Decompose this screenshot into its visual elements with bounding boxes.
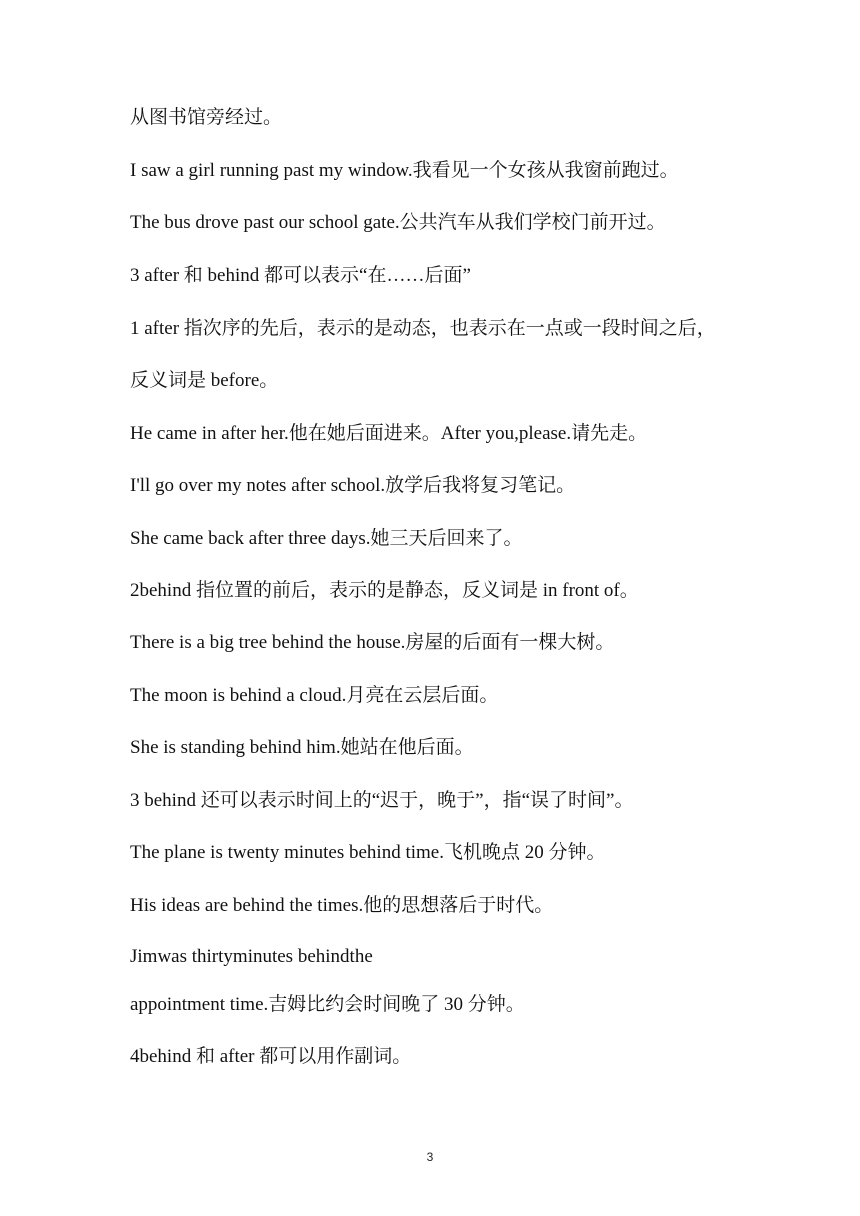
text-line: 反义词是 before。 [130, 370, 279, 391]
text-line: The bus drove past our school gate.公共汽车从我们学校门前开过。 [130, 212, 666, 233]
text-line: appointment time.吉姆比约会时间晚了 30 分钟。 [130, 994, 525, 1015]
text-line: Jimwas thirtyminutes behindthe [130, 946, 373, 967]
text-line: The plane is twenty minutes behind time.飞机晚点 20 分钟。 [130, 842, 606, 863]
text-line: He came in after her.他在她后面进来。After you,please.请先走。 [130, 423, 648, 444]
text-line: She came back after three days.她三天后回来了。 [130, 528, 523, 549]
text-line: I saw a girl running past my window.我看见一个女孩从我窗前跑过。 [130, 160, 679, 181]
text-line: There is a big tree behind the house.房屋的后面有一棵大树。 [130, 632, 615, 653]
text-line: His ideas are behind the times.他的思想落后于时代。 [130, 895, 554, 916]
text-line: 从图书馆旁经过。 [130, 107, 283, 128]
page-number: 3 [426, 1150, 434, 1164]
text-line: I'll go over my notes after school.放学后我将复习笔记。 [130, 475, 576, 496]
text-line: 3 behind 还可以表示时间上的“迟于，晚于”，指“误了时间”。 [130, 790, 634, 811]
text-line: The moon is behind a cloud.月亮在云层后面。 [130, 685, 499, 706]
text-line: 1 after 指次序的先后，表示的是动态，也表示在一点或一段时间之后， [130, 318, 716, 339]
text-line: She is standing behind him.她站在他后面。 [130, 737, 474, 758]
text-line: 2behind 指位置的前后，表示的是静态，反义词是 in front of。 [130, 580, 639, 601]
text-line: 4behind 和 after 都可以用作副词。 [130, 1046, 412, 1067]
text-line: 3 after 和 behind 都可以表示“在……后面” [130, 265, 471, 286]
